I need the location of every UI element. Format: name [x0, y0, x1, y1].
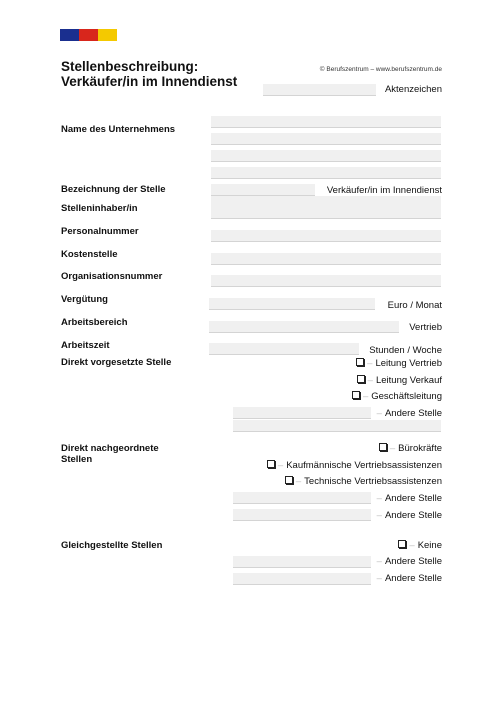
kostenstelle-field[interactable]	[211, 253, 441, 265]
checkbox[interactable]	[398, 540, 406, 548]
option-label: Keine	[417, 540, 442, 551]
brand-stripe-yellow	[98, 29, 117, 41]
unternehmen-field-1[interactable]	[211, 116, 441, 128]
label-nachgeordnete-line2: Stellen	[61, 454, 93, 465]
option-label: Technische Vertriebsassistenzen	[304, 476, 442, 487]
option-label: Leitung Vertrieb	[375, 358, 442, 369]
stelleninhaber-field-2[interactable]	[211, 207, 441, 219]
andere-stelle-label: Andere Stelle	[384, 493, 442, 504]
gleichgestellte-andere-field-2[interactable]	[233, 573, 371, 585]
option-leitung-vertrieb[interactable]	[356, 358, 442, 369]
copyright-notice: © Berufszentrum – www.berufszentrum.de	[319, 66, 442, 73]
arbeitszeit-field[interactable]	[209, 343, 359, 355]
nachgeordnete-andere-field-2[interactable]	[233, 509, 371, 521]
label-organisationsnummer: Organisationsnummer	[61, 271, 163, 282]
unternehmen-field-2[interactable]	[211, 133, 441, 145]
dash-separator: –	[277, 460, 284, 471]
document-title	[61, 59, 237, 89]
option-technische-vertriebsassistenzen[interactable]	[285, 476, 442, 487]
option-kaufmaennische-vertriebsassistenzen[interactable]	[267, 460, 442, 471]
verguetung-unit: Euro / Monat	[387, 300, 442, 311]
bezeichnung-value: Verkäufer/in im Innendienst	[326, 185, 442, 196]
nachgeordnete-andere-field-1[interactable]	[233, 492, 371, 504]
gleichgestellte-andere-label-2	[377, 573, 442, 584]
label-unternehmen: Name des Unternehmens	[61, 124, 176, 135]
andere-stelle-label: Andere Stelle	[384, 573, 442, 584]
dash-separator: –	[376, 510, 382, 521]
label-bezeichnung: Bezeichnung der Stelle	[61, 184, 166, 195]
bezeichnung-field[interactable]	[211, 184, 315, 196]
vorgesetzte-andere-field[interactable]	[233, 407, 371, 419]
label-arbeitszeit: Arbeitszeit	[61, 340, 110, 351]
option-label: Geschäftsleitung	[371, 391, 442, 402]
dash-separator: –	[295, 476, 302, 487]
option-keine[interactable]	[398, 540, 442, 551]
document-title-line1: Stellenbeschreibung:	[61, 59, 199, 74]
andere-stelle-label: Andere Stelle	[384, 510, 442, 521]
dash-separator: –	[409, 540, 415, 551]
label-stelleninhaber: Stelleninhaber/in	[61, 203, 138, 214]
arbeitsbereich-value: Vertrieb	[409, 322, 442, 333]
organisationsnummer-field[interactable]	[211, 275, 441, 287]
aktenzeichen-field[interactable]	[263, 84, 376, 96]
checkbox[interactable]	[352, 391, 360, 399]
checkbox[interactable]	[379, 443, 387, 451]
vorgesetzte-extra-field[interactable]	[233, 420, 441, 432]
option-label: Kaufmännische Vertriebsassistenzen	[286, 460, 442, 471]
dash-separator: –	[376, 493, 382, 504]
document-title-line2: Verkäufer/in im Innendienst	[61, 74, 238, 89]
option-buerokraefte[interactable]	[379, 443, 442, 454]
checkbox[interactable]	[357, 375, 365, 383]
option-label: Leitung Verkauf	[375, 375, 442, 386]
dash-separator: –	[367, 358, 373, 369]
label-nachgeordnete	[61, 443, 159, 465]
label-gleichgestellte: Gleichgestellte Stellen	[61, 540, 163, 551]
label-personalnummer: Personalnummer	[61, 226, 139, 237]
dash-separator: –	[376, 556, 382, 567]
andere-stelle-label: Andere Stelle	[384, 556, 442, 567]
dash-separator: –	[367, 375, 373, 386]
brand-stripe-red	[79, 29, 98, 41]
andere-stelle-label: Andere Stelle	[384, 408, 442, 419]
unternehmen-field-3[interactable]	[211, 150, 441, 162]
checkbox[interactable]	[267, 460, 275, 468]
nachgeordnete-andere-label-2	[377, 510, 442, 521]
option-geschaeftsleitung[interactable]	[352, 391, 442, 402]
arbeitsbereich-field[interactable]	[209, 321, 399, 333]
personalnummer-field[interactable]	[211, 230, 441, 242]
option-label: Bürokräfte	[398, 443, 442, 454]
dash-separator: –	[376, 408, 382, 419]
dash-separator: –	[362, 391, 369, 402]
arbeitszeit-unit: Stunden / Woche	[369, 345, 442, 356]
gleichgestellte-andere-label-1	[377, 556, 442, 567]
brand-color-bar	[60, 29, 117, 41]
label-nachgeordnete-line1: Direkt nachgeordnete	[61, 443, 159, 454]
aktenzeichen-label: Aktenzeichen	[384, 84, 442, 95]
nachgeordnete-andere-label-1	[377, 493, 442, 504]
brand-stripe-blue	[60, 29, 79, 41]
gleichgestellte-andere-field-1[interactable]	[233, 556, 371, 568]
dash-separator: –	[389, 443, 396, 454]
verguetung-field[interactable]	[209, 298, 375, 310]
checkbox[interactable]	[285, 476, 293, 484]
checkbox[interactable]	[356, 358, 364, 366]
label-kostenstelle: Kostenstelle	[61, 249, 118, 260]
option-leitung-verkauf[interactable]	[357, 375, 442, 386]
vorgesetzte-andere-label	[377, 408, 442, 419]
unternehmen-field-4[interactable]	[211, 167, 441, 179]
label-verguetung: Vergütung	[61, 294, 108, 305]
label-arbeitsbereich: Arbeitsbereich	[61, 317, 128, 328]
label-vorgesetzte: Direkt vorgesetzte Stelle	[61, 357, 172, 368]
dash-separator: –	[376, 573, 382, 584]
